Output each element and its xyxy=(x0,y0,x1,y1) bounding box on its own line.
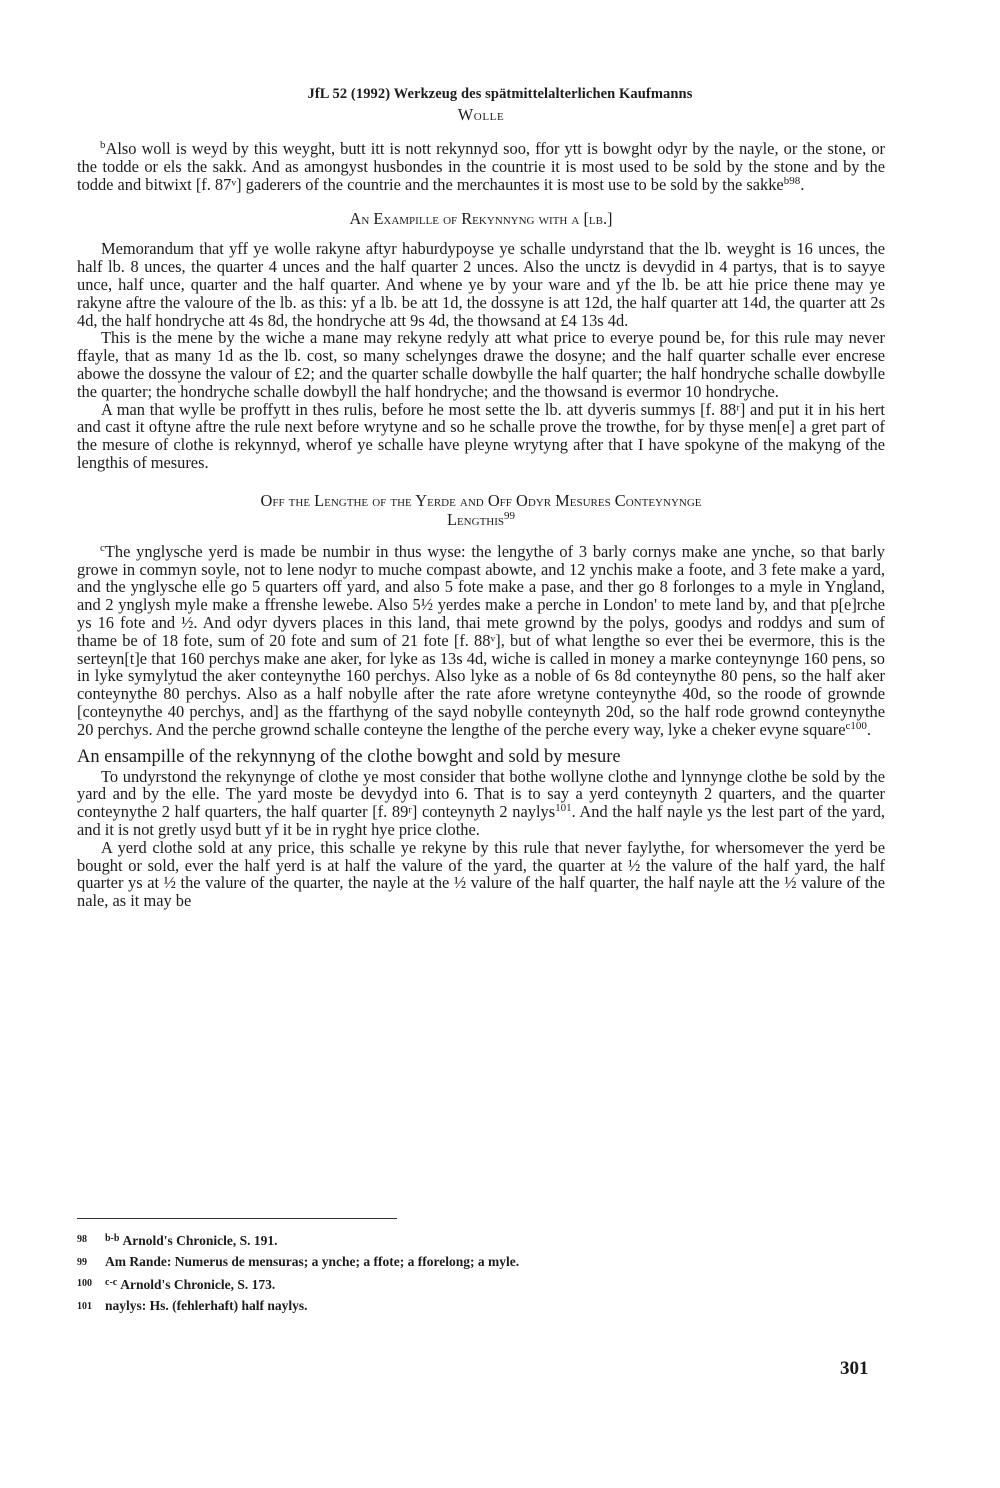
footnote-body xyxy=(105,1296,308,1318)
footnote-text: Arnold's Chronicle, S. 173. xyxy=(120,1277,276,1292)
paragraph-text-cont: . And the half nayle ys the lest part of the yard, and it is not gretly usyd butt yf it be in ryght hye price clothe. xyxy=(77,802,885,839)
paragraph-wolle xyxy=(77,140,885,193)
footnote-99 xyxy=(77,1252,885,1274)
paragraph-text: The ynglysche yerd is made be numbir in thus wyse: the lengythe of 3 barly cornys make ane ynche, so that barly growe in commyn soyle, not to lene nodyr to muche compast abowte, and 12 ynchis make a foote, and 3 fete make a yard, and the ynglysche elle go 5 quarters off yard, and also 5 fote make a pase, and ther go 8 forlonges to a myle in Yngland, and 2 ynglysh myle make a ffrenshe lewebe. Also 5½ yerdes make a perche in London' to mete land by, and that p[e]rche ys 16 fote and ½. And odyr dyvers places in this land, thai mete grownd by the polys, goodys and roddys and sum of thame be of 18 fote, sum of 20 fote and sum of 21 fote [f. 88ᵛ], but of what lengthe so ever thei be evermore, this is the serteyn[t]e that 160 perchys make ane aker, for lyke as 13s 4d, wiche is called in money a marke conteynynge 160 pens, so in lyke symylytud the aker conteynythe 160 perchys. Also lyke as a noble of 6s 8d conteynythe 80 pens, so the half aker conteynythe 80 perchys. Also as a half nobylle after the rate afore wretyne conteynythe 40d, so the roode of grownde [conteynythe 40 perchys, and] as the ffarthyng of the sayd nobylle conteynyth 20d, so the half rode grownd conteynythe 20 perchys. And the perche grownd schalle conteyne the lengthe of the perche every way, lyke a cheker evyne square xyxy=(77,541,885,739)
main-text xyxy=(77,106,885,910)
footnote-body xyxy=(105,1273,275,1296)
paragraph-lengthe xyxy=(77,543,885,739)
footnote-101 xyxy=(77,1296,885,1318)
paragraph-exampille-3: A man that wylle be proffytt in thes rulis, before he most sette the lb. att dyveris summys [f. 88ʳ] and put it in his hert and cast it oftyne aftre the rule next before wrytyne and so he schalle prove the trowthe, for by thyse men[e] a gret part of the mesure of clothe is rekynnyd, wherof ye schalle have pleyne wrytyng after that I have spokyne of the makyng of the lengthis of mesures. xyxy=(77,399,885,472)
footnote-ref: 99 xyxy=(504,509,516,522)
footnote-ref: 101 xyxy=(555,802,572,815)
paragraph-exampille-2: This is the mene by the wiche a mane may rekyne redyly att what price to everye pound be, for this rule may never ffayle, that as many 1d as the lb. cost, so many schelynges drawe the dosyne; and the half quarter schalle ever encrese abowe the dossyne the valour of £2; and the quarter schalle dowbylle the half quarter; the half hondryche schalle dowbylle the quarter; the hondryche schalle dowbyll the half hondryche; and the thowsand is evermor 10 hondryche. xyxy=(77,328,885,401)
footnotes xyxy=(77,1218,885,1317)
footnote-98 xyxy=(77,1229,885,1252)
paragraph-ensampille-1 xyxy=(77,768,885,839)
footnote-100 xyxy=(77,1273,885,1296)
title-line-1: Off the Lengthe of the Yerde and Off Odyr Mesures Conteynynge xyxy=(260,490,702,510)
paragraph-exampille-1: Memorandum that yff ye wolle rakyne aftyr haburdypoyse ye schalle undyrstand that the lb. weyght is 16 unces, the half lb. 8 unces, the quarter 4 unces and the half quarter 2 unces. Also the unctz is devydid in 4 partys, that is to sayye unce, half unce, quarter and the half quarter. And whene ye by your ware and yf the lb. be att hie price thene may ye rakyne aftre the valoure of the lb. as this: yf a lb. be att 1d, the dossyne is att 12d, the half quarter att 14d, the quarter att 2s 4d, the half hondryche att 4s 8d, the hondryche att 9s 4d, the thowsand at £4 13s 4d. xyxy=(77,239,885,330)
section-title-ensampille: An ensampille of the rekynnyng of the clothe bowght and sold by mesure xyxy=(77,746,621,767)
footnote-text: Arnold's Chronicle, S. 191. xyxy=(122,1233,278,1248)
footnote-text: naylys: Hs. (fehlerhaft) half naylys. xyxy=(105,1297,308,1313)
title-line-2 xyxy=(77,510,885,529)
paragraph-end: . xyxy=(800,174,805,194)
footnote-number: 99 xyxy=(77,1256,87,1268)
footnote-ref: b98 xyxy=(783,174,801,187)
footnote-number: 98 xyxy=(77,1234,87,1245)
paragraph-text: To undyrstond the rekynynge of clothe ye most consider that bothe wollyne clothe and lynnynge clothe be sold by the yard and by the elle. The yard moste be devydyd into 6. That is to say a yerd conteynyth 2 quarters, and the quarter conteynythe 2 half quarters, the half quarter [f. 89ʳ] conteynyth 2 naylys xyxy=(77,766,885,822)
footnote-marker: b-b xyxy=(105,1233,120,1244)
paragraph-end: . xyxy=(866,719,872,739)
note-marker: b xyxy=(100,139,106,151)
footnote-number: 100 xyxy=(77,1278,92,1289)
footnote-text: Am Rande: Numerus de mensuras; a ynche; a ffote; a fforelong; a myle. xyxy=(105,1253,520,1269)
note-marker: c xyxy=(100,541,105,554)
section-title-wolle: Wolle xyxy=(457,105,505,124)
page-number: 301 xyxy=(840,1358,869,1379)
paragraph-text: Also woll is weyd by this weyght, butt itt is nott rekynnyd soo, ffor ytt is bowght odyr by the nayle, or the stone, or the todde or els the sakk. And as amongyst husbondes in the countrie it is most used to be sold by the stone and by the todde and bitwixt [f. 87ᵛ] gaderers of the countrie and the merchauntes it is most use to be sold by the sakke xyxy=(77,139,885,194)
footnote-marker: c-c xyxy=(105,1277,118,1288)
section-title-exampille: An Exampille of Rekynnyng with a [lb.] xyxy=(349,209,613,229)
running-head: JfL 52 (1992) Werkzeug des spätmittelalterlichen Kaufmanns xyxy=(307,86,693,102)
paragraph-ensampille-2: A yerd clothe sold at any price, this schalle ye rekyne by this rule that never faylythe, for whersomever the yerd be bought or sold, ever the half yerd is at half the valure of the yard, the quarter at ½ the valure of the half yard, the half quarter ys at ½ the valure of the quarter, the nayle at the ½ valure of the half quarter, the half nayle att the ½ valure of the nale, as it may be xyxy=(77,837,885,911)
footnote-body xyxy=(105,1252,519,1274)
footnote-rule xyxy=(77,1218,397,1219)
footnote-number: 101 xyxy=(77,1300,92,1312)
footnote-ref: c100 xyxy=(845,719,867,732)
footnote-body xyxy=(105,1229,277,1252)
title-line-2-text: Lengthis xyxy=(446,509,505,529)
section-title-lengthe xyxy=(77,491,885,529)
